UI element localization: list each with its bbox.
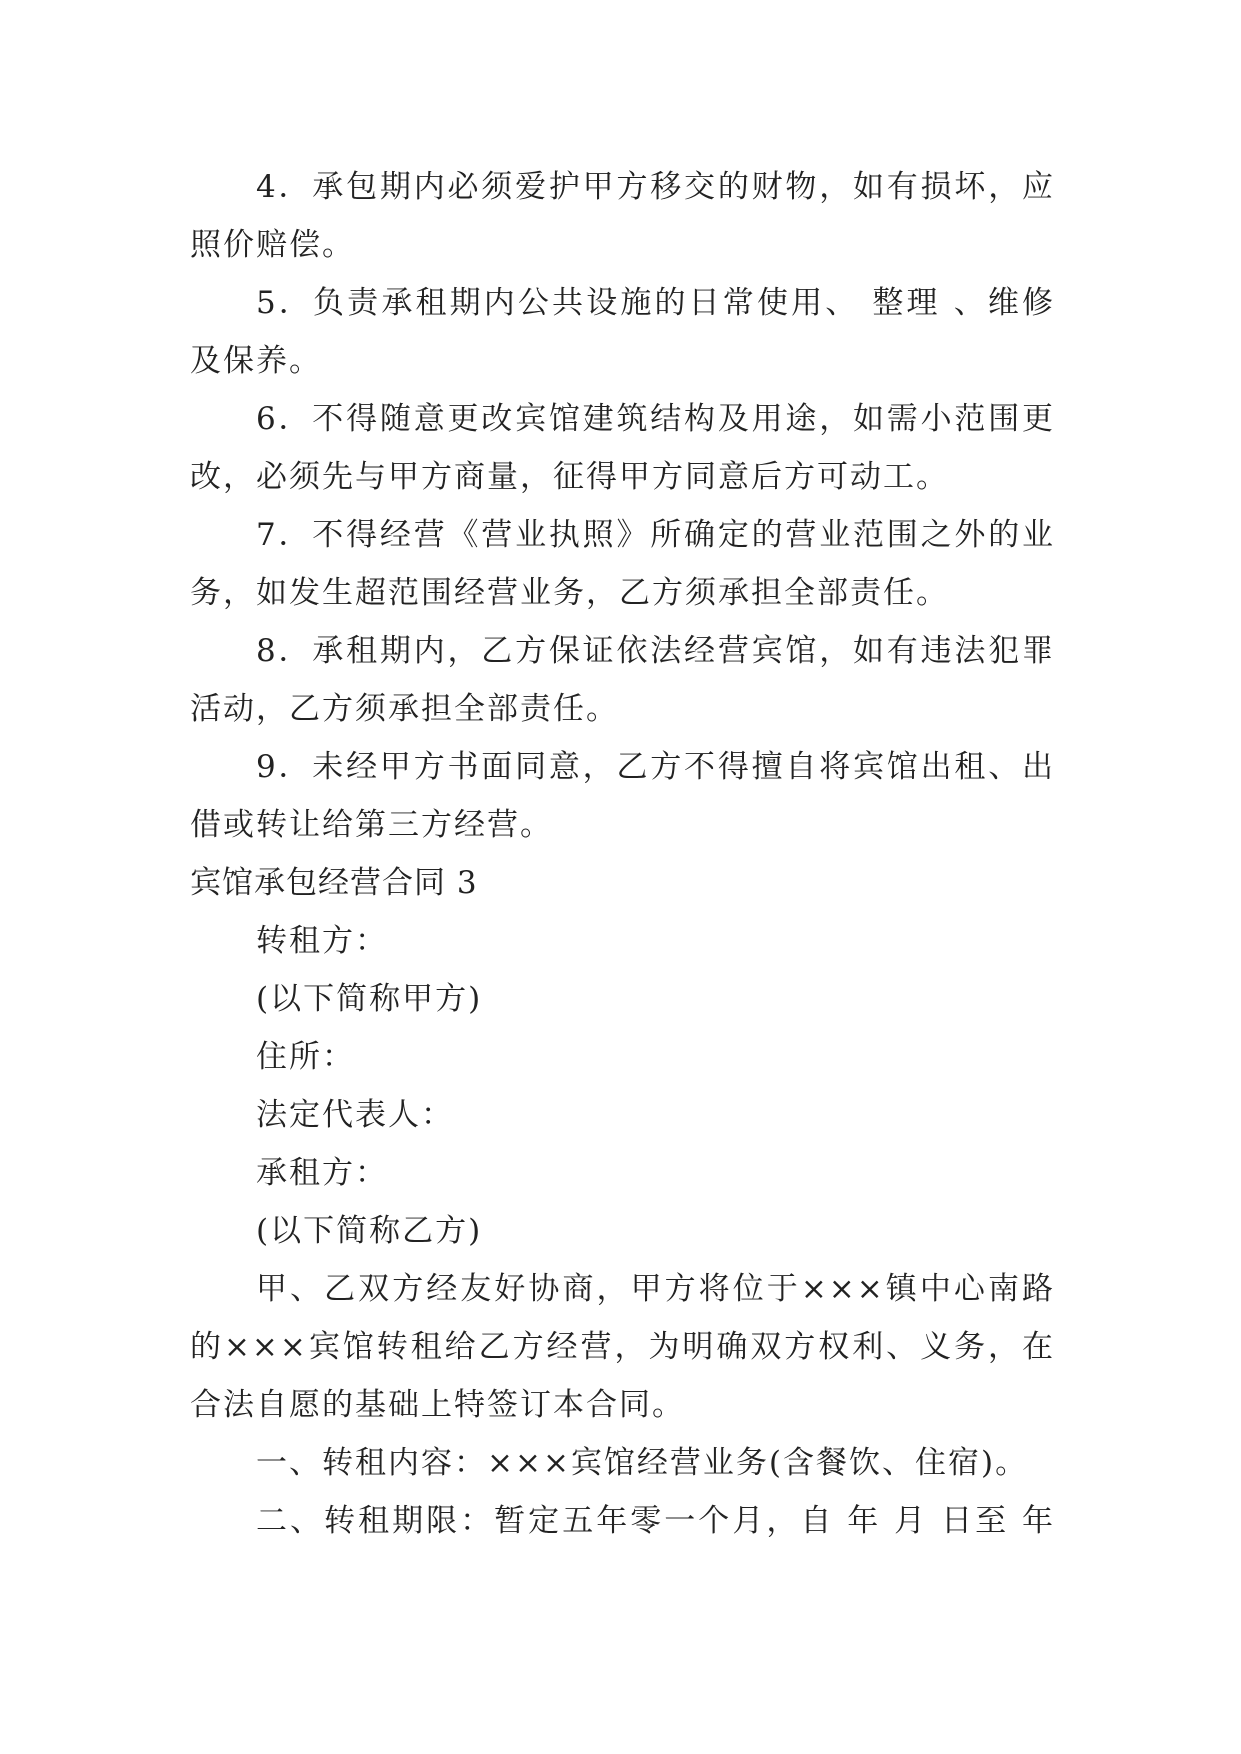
lessor-label: 转租方： — [256, 923, 388, 959]
clause-4-line-1: 4．承包期内必须爱护甲方移交的财物，如有损坏，应 — [256, 169, 1055, 205]
contract-3-title: 宾馆承包经营合同 3 — [190, 865, 478, 901]
preamble-line-1: 甲、乙双方经友好协商，甲方将位于×××镇中心南路 — [256, 1271, 1055, 1307]
preamble-line-3: 合法自愿的基础上特签订本合同。 — [190, 1387, 685, 1423]
lessee-label: 承租方： — [256, 1155, 388, 1191]
clause-6-line-2: 改，必须先与甲方商量，征得甲方同意后方可动工。 — [190, 459, 949, 495]
preamble-line-2: 的×××宾馆转租给乙方经营，为明确双方权利、义务，在 — [190, 1329, 1055, 1365]
clause-4-line-2: 照价赔偿。 — [190, 227, 355, 263]
lessee-alias: (以下简称乙方) — [256, 1213, 483, 1249]
article-2-sublease-term: 二、转租期限：暂定五年零一个月，自 年 月 日至 年 — [256, 1503, 1055, 1539]
clause-5-line-2: 及保养。 — [190, 343, 322, 379]
document-page — [190, 158, 1055, 1550]
clause-6-line-1: 6．不得随意更改宾馆建筑结构及用途，如需小范围更 — [256, 401, 1055, 437]
lessor-alias: (以下简称甲方) — [256, 981, 483, 1017]
clause-5-line-1: 5．负责承租期内公共设施的日常使用、 整理 、维修 — [256, 285, 1055, 321]
clause-9-line-1: 9．未经甲方书面同意，乙方不得擅自将宾馆出租、出 — [256, 749, 1055, 785]
clause-8-line-1: 8．承租期内，乙方保证依法经营宾馆，如有违法犯罪 — [256, 633, 1055, 669]
clause-8-line-2: 活动，乙方须承担全部责任。 — [190, 691, 619, 727]
clause-7-line-2: 务，如发生超范围经营业务，乙方须承担全部责任。 — [190, 575, 949, 611]
address-label: 住所： — [256, 1039, 355, 1075]
clause-9-line-2: 借或转让给第三方经营。 — [190, 807, 553, 843]
legal-representative-label: 法定代表人： — [256, 1097, 454, 1133]
clause-7-line-1: 7．不得经营《营业执照》所确定的营业范围之外的业 — [256, 517, 1055, 553]
article-1-sublease-content: 一、转租内容：×××宾馆经营业务(含餐饮、住宿)。 — [256, 1445, 1029, 1481]
